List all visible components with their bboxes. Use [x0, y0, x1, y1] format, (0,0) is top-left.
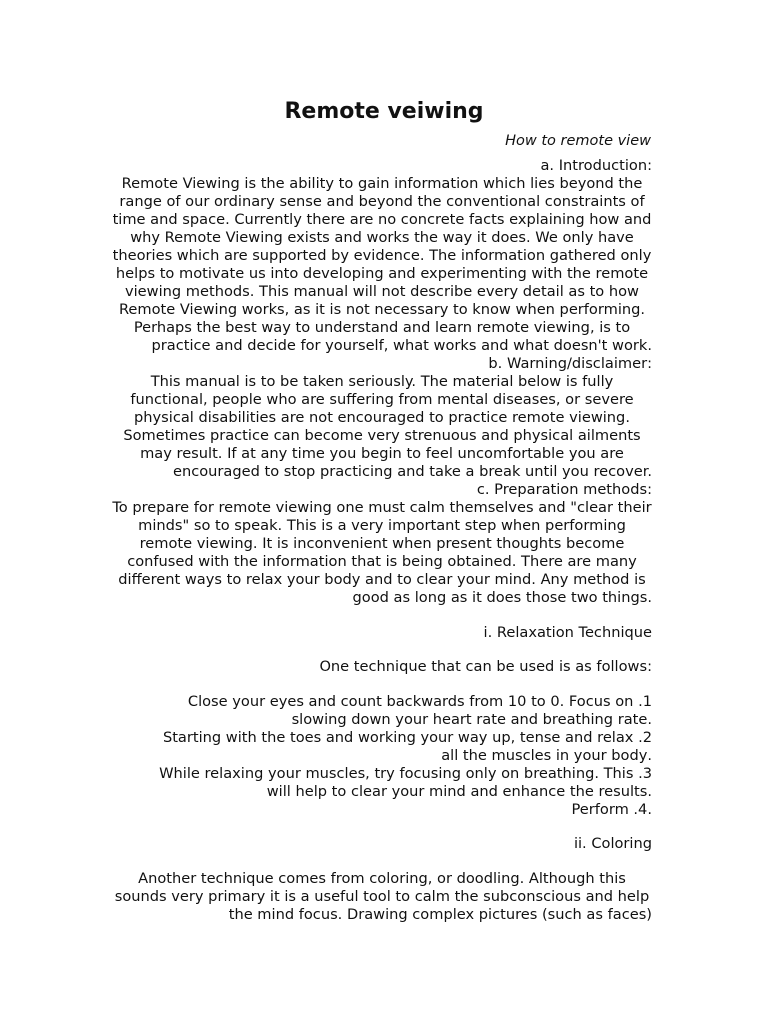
intro-heading: :a. Introduction [540, 157, 652, 174]
coloring-heading: ii. Coloring [573, 835, 652, 852]
list-item: While relaxing your muscles, try focusing only on breathing. This .3 [159, 764, 652, 782]
warning-heading: :b. Warning/disclaimer [488, 355, 652, 372]
list-item: Close your eyes and count backwards from 10 to 0. Focus on .1 [187, 692, 652, 710]
spacer [112, 819, 652, 836]
relaxation-heading: i. Relaxation Technique [483, 623, 652, 641]
document-title: Remote veiwing [284, 99, 484, 124]
spacer [112, 676, 652, 693]
warning-paragraph: This manual is to be taken seriously. The material below is fully functional, people who are suffering from mental diseases, or severe physical disabilities are not encouraged to practice remote viewing. Sometimes practice can become very strenuous and physical ailments may result. If at any time you begin to feel uncomfortable you are encouraged to stop practicing and take a break until you recover. [123, 373, 652, 480]
intro-paragraph: Remote Viewing is the ability to gain information which lies beyond the range of our ordinary sense and beyond the conventional constraints of time and space. Currently there are no concrete facts explaining how and why Remote Viewing exists and works the way it does. We only have theories which are supported by evidence. The information gathered only helps to motivate us into developing and experimenting with the remote viewing methods. This manual will not describe every detail as to how Remote Viewing works, as it is not necessary to know when performing. Perhaps the best way to understand and learn remote viewing, is to practice and decide for yourself, what works and what doesn't work. [112, 175, 652, 354]
spacer [112, 853, 652, 870]
relaxation-intro: :One technique that can be used is as follows [319, 658, 652, 675]
spacer [112, 642, 652, 659]
document-subtitle: How to remote view [505, 133, 651, 149]
list-item: .will help to clear your mind and enhance the results [266, 782, 652, 800]
coloring-paragraph: Another technique comes from coloring, or doodling. Although this sounds very primary it is a useful tool to calm the subconscious and help the mind focus. Drawing complex pictures (such as faces) [114, 869, 652, 923]
list-item: .all the muscles in your body [441, 746, 652, 764]
list-item: .Perform .4 [571, 800, 652, 818]
document-body [112, 157, 652, 924]
preparation-heading: :c. Preparation methods [476, 481, 652, 498]
list-item: Starting with the toes and working your way up, tense and relax .2 [162, 728, 652, 746]
preparation-paragraph: To prepare for remote viewing one must calm themselves and "clear their minds" so to speak. This is a very important step when performing remote viewing. It is inconvenient when present thoughts become confused with the information that is being obtained. There are many different ways to relax your body and to clear your mind. Any method is good as long as it does those two things. [112, 499, 652, 606]
spacer [112, 607, 652, 624]
list-item: .slowing down your heart rate and breathing rate [291, 710, 652, 728]
